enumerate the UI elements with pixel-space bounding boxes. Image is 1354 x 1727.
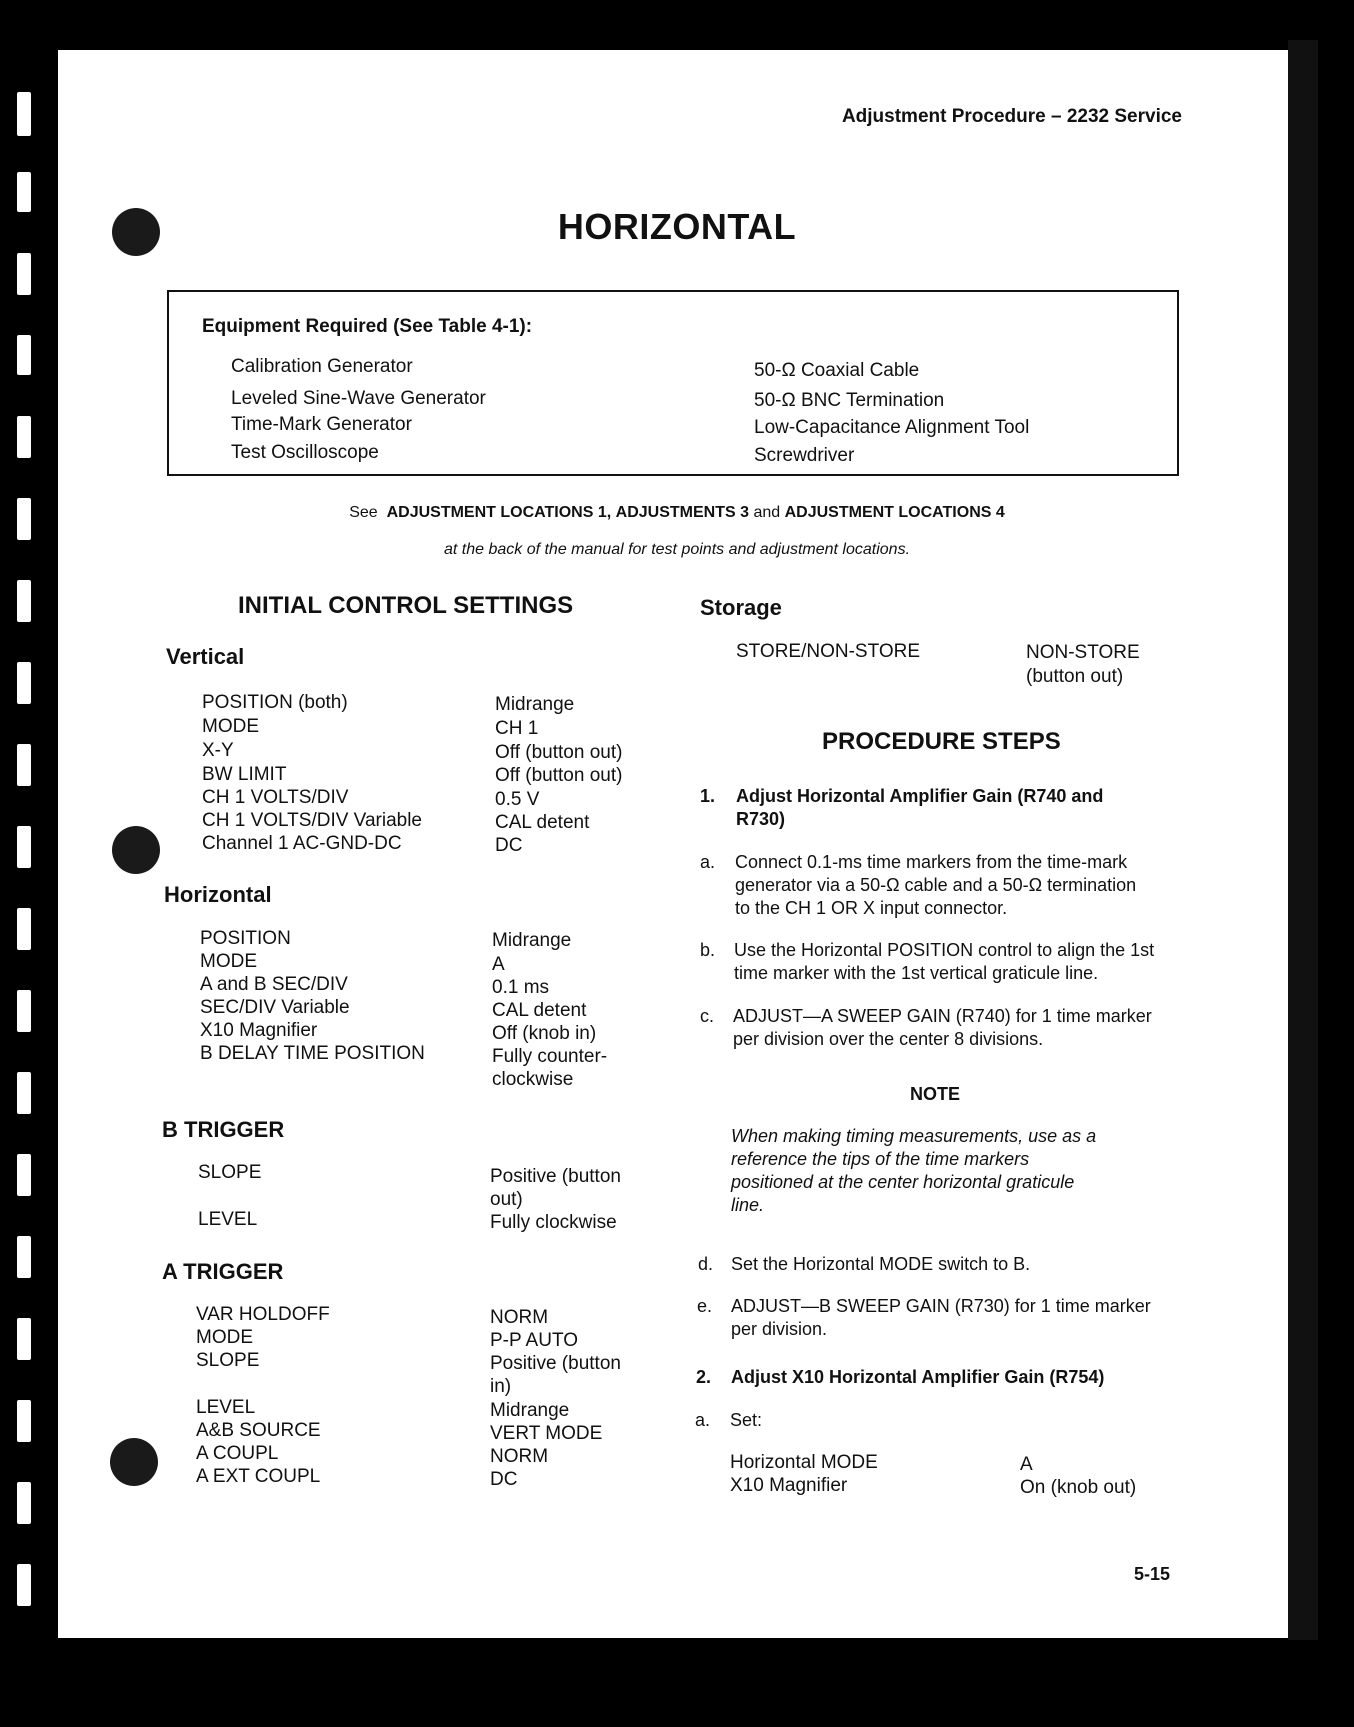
equipment-title: Equipment Required (See Table 4-1): (202, 316, 533, 337)
setting-label: A COUPL (196, 1443, 279, 1464)
setting-value: Positive (button (490, 1353, 621, 1374)
setting-value: Midrange (495, 694, 575, 715)
note-text: line. (731, 1195, 765, 1215)
binder-tab (17, 416, 31, 458)
substep-text: per division over the center 8 divisions. (733, 1029, 1044, 1049)
setting-value: A (1020, 1454, 1033, 1475)
see-and: and (753, 504, 781, 521)
a-trigger-heading: A TRIGGER (162, 1259, 284, 1284)
substep-text: Connect 0.1-ms time markers from the time-mark (735, 852, 1128, 872)
step-title: Adjust X10 Horizontal Amplifier Gain (R754) (731, 1367, 1105, 1387)
scan-right-edge (1288, 40, 1318, 1640)
note-text: reference the tips of the time markers (731, 1149, 1030, 1169)
setting-value: Fully clockwise (490, 1212, 617, 1233)
page-title: HORIZONTAL (557, 206, 797, 247)
setting-label: LEVEL (198, 1209, 258, 1230)
setting-label: LEVEL (196, 1397, 256, 1418)
punch-hole (112, 826, 160, 874)
see-loc1: ADJUSTMENT LOCATIONS 1, (386, 504, 612, 521)
substep-letter: e. (697, 1296, 713, 1316)
binder-tab (17, 1154, 31, 1196)
b-trigger-heading: B TRIGGER (162, 1117, 285, 1142)
binder-tab (17, 92, 31, 136)
setting-value: Off (button out) (495, 742, 623, 763)
setting-label: A and B SEC/DIV (200, 974, 348, 995)
setting-label: Horizontal MODE (730, 1452, 878, 1473)
step-number: 1. (700, 786, 716, 806)
punch-hole (110, 1438, 158, 1486)
see-reference (0, 504, 1354, 522)
setting-label: SLOPE (198, 1162, 262, 1183)
binder-tab (17, 990, 31, 1032)
setting-label: MODE (196, 1327, 253, 1348)
binder-tab (17, 580, 31, 622)
setting-value: NORM (490, 1446, 549, 1467)
setting-label: A&B SOURCE (196, 1420, 321, 1441)
step-title: Adjust Horizontal Amplifier Gain (R740 and (736, 786, 1104, 806)
substep-letter: c. (700, 1006, 715, 1026)
setting-label: X10 Magnifier (200, 1020, 318, 1041)
see-loc4: ADJUSTMENT LOCATIONS 4 (784, 504, 1005, 521)
setting-value-cont: (button out) (1026, 666, 1124, 687)
substep-text: per division. (731, 1319, 828, 1339)
setting-value: NORM (490, 1307, 549, 1328)
equipment-item: 50-Ω BNC Termination (754, 390, 945, 411)
binder-tab (17, 908, 31, 950)
substep-text: to the CH 1 OR X input connector. (735, 898, 1008, 918)
initial-settings-heading: INITIAL CONTROL SETTINGS (238, 592, 574, 619)
substep-text: Set the Horizontal MODE switch to B. (731, 1254, 1031, 1274)
setting-value: On (knob out) (1020, 1477, 1137, 1498)
setting-label: POSITION (200, 928, 291, 949)
setting-label: CH 1 VOLTS/DIV Variable (202, 810, 422, 831)
setting-label: SEC/DIV Variable (200, 997, 350, 1018)
setting-value: Off (button out) (495, 765, 623, 786)
substep-letter: b. (700, 940, 716, 960)
substep-text: generator via a 50-Ω cable and a 50-Ω termination (735, 875, 1137, 895)
running-header: Adjustment Procedure – 2232 Service (841, 106, 1182, 127)
setting-value: CAL detent (492, 1000, 587, 1021)
equipment-item: Calibration Generator (231, 356, 413, 377)
binder-tab (17, 335, 31, 375)
substep-text: time marker with the 1st vertical graticule line. (734, 963, 1099, 983)
binder-tab (17, 1482, 31, 1524)
substep-text: Set: (730, 1410, 763, 1430)
binder-tab (17, 253, 31, 295)
see-prefix: See (349, 504, 378, 521)
note-heading: NOTE (910, 1084, 961, 1104)
setting-value: VERT MODE (490, 1423, 603, 1444)
setting-label: A EXT COUPL (196, 1466, 321, 1487)
setting-label: X-Y (202, 740, 234, 761)
substep-letter: d. (698, 1254, 714, 1274)
setting-value: CAL detent (495, 812, 590, 833)
step-number: 2. (696, 1367, 712, 1387)
setting-value: Off (knob in) (492, 1023, 597, 1044)
setting-label: X10 Magnifier (730, 1475, 848, 1496)
setting-value-cont: clockwise (492, 1069, 574, 1090)
binder-tab (17, 1236, 31, 1278)
setting-label: VAR HOLDOFF (196, 1304, 330, 1325)
equipment-item: Test Oscilloscope (231, 442, 379, 463)
setting-label: B DELAY TIME POSITION (200, 1043, 425, 1064)
substep-letter: a. (695, 1410, 711, 1430)
note-text: positioned at the center horizontal graticule (731, 1172, 1075, 1192)
procedure-heading: PROCEDURE STEPS (822, 728, 1061, 755)
setting-value: Midrange (492, 930, 572, 951)
setting-label: Channel 1 AC-GND-DC (202, 833, 402, 854)
vertical-heading: Vertical (166, 644, 245, 669)
equipment-box (167, 290, 1179, 476)
note-text: When making timing measurements, use as a (731, 1126, 1097, 1146)
binder-tab (17, 826, 31, 868)
binder-tab (17, 1072, 31, 1114)
substep-letter: a. (700, 852, 716, 872)
step-title-cont: R730) (736, 809, 786, 829)
setting-value: Fully counter- (492, 1046, 608, 1067)
equipment-item: Low-Capacitance Alignment Tool (754, 417, 1030, 438)
setting-value: A (492, 954, 505, 975)
setting-value-cont: out) (490, 1189, 523, 1210)
binder-tab (17, 1400, 31, 1442)
setting-label: STORE/NON-STORE (736, 641, 921, 662)
equipment-item: Leveled Sine-Wave Generator (231, 388, 486, 409)
setting-value: CH 1 (495, 718, 539, 739)
equipment-item: Screwdriver (754, 445, 855, 466)
setting-value: 0.1 ms (492, 977, 550, 998)
setting-value: DC (490, 1469, 518, 1490)
horizontal-heading: Horizontal (164, 882, 272, 907)
setting-label: CH 1 VOLTS/DIV (202, 787, 349, 808)
setting-value: P-P AUTO (490, 1330, 578, 1351)
setting-label: MODE (200, 951, 257, 972)
setting-label: POSITION (both) (202, 692, 348, 713)
storage-heading: Storage (700, 595, 782, 620)
see-adj3: ADJUSTMENTS 3 (615, 504, 749, 521)
substep-text: ADJUST—B SWEEP GAIN (R730) for 1 time marker (731, 1296, 1151, 1316)
binder-tab (17, 1564, 31, 1606)
setting-value-cont: in) (490, 1376, 512, 1397)
setting-label: BW LIMIT (202, 764, 287, 785)
setting-value: NON-STORE (1026, 642, 1140, 663)
equipment-item: Time-Mark Generator (231, 414, 412, 435)
binder-tabs (17, 0, 67, 1727)
binder-tab (17, 744, 31, 786)
setting-value: DC (495, 835, 523, 856)
substep-text: Use the Horizontal POSITION control to align the 1st (734, 940, 1155, 960)
setting-label: SLOPE (196, 1350, 260, 1371)
substep-text: ADJUST—A SWEEP GAIN (R740) for 1 time marker (733, 1006, 1152, 1026)
equipment-item: 50-Ω Coaxial Cable (754, 360, 920, 381)
setting-label: MODE (202, 716, 259, 737)
setting-value: Midrange (490, 1400, 570, 1421)
binder-tab (17, 1318, 31, 1360)
binder-tab (17, 662, 31, 704)
see-reference-line2: at the back of the manual for test points and adjustment locations. (443, 541, 911, 558)
setting-value: Positive (button (490, 1166, 621, 1187)
page-number: 5-15 (1133, 1564, 1170, 1584)
setting-value: 0.5 V (495, 789, 540, 810)
